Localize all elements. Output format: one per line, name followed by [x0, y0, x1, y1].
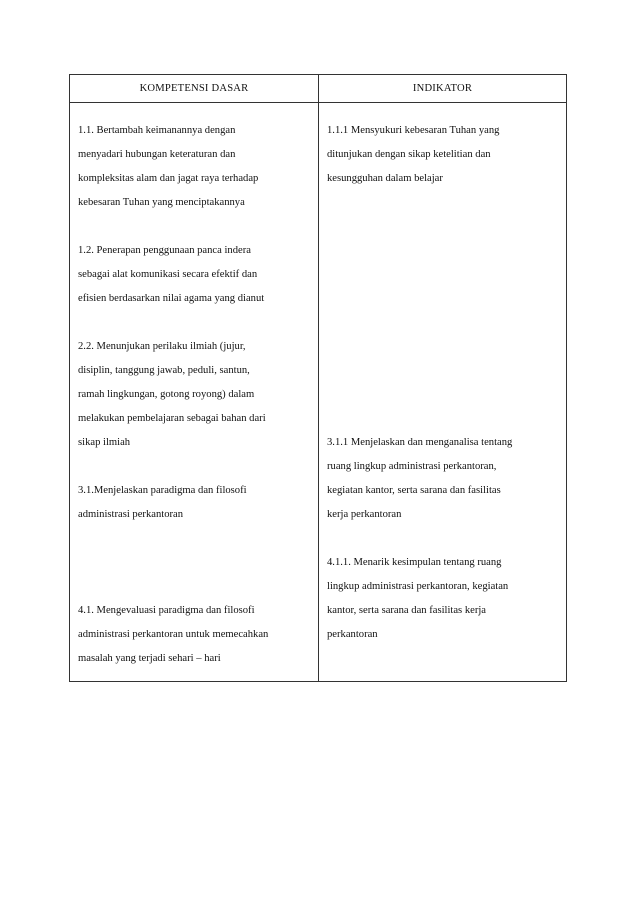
indikator-item-1-1-1 [327, 119, 560, 191]
text-line: disiplin, tanggung jawab, peduli, santun, [78, 365, 250, 376]
text-line: ramah lingkungan, gotong royong) dalam [78, 389, 255, 400]
kompetensi-item-3-1 [78, 479, 312, 527]
text-line: ruang lingkup administrasi perkantoran, [327, 461, 497, 472]
text-line: kantor, serta sarana dan fasilitas kerja [327, 605, 486, 616]
text-line: kompleksitas alam dan jagat raya terhadap [78, 173, 259, 184]
text-line: efisien berdasarkan nilai agama yang dianut [78, 293, 265, 304]
text-line: 1.1. Bertambah keimanannya dengan [78, 125, 236, 136]
competency-table [69, 74, 567, 682]
text-line: 4.1.1. Menarik kesimpulan tentang ruang [327, 557, 502, 568]
kompetensi-item-2-2 [78, 335, 312, 455]
text-line: kerja perkantoran [327, 509, 402, 520]
text-line: sikap ilmiah [78, 437, 131, 448]
header-indikator: INDIKATOR [319, 75, 567, 103]
indikator-cell [319, 103, 567, 682]
indikator-item-3-1-1 [327, 431, 560, 527]
kompetensi-cell [70, 103, 319, 682]
text-line: kegiatan kantor, serta sarana dan fasilitas [327, 485, 501, 496]
text-line: kesungguhan dalam belajar [327, 173, 443, 184]
text-line: perkantoran [327, 629, 378, 640]
kompetensi-item-1-2 [78, 239, 312, 311]
text-line: sebagai alat komunikasi secara efektif dan [78, 269, 258, 280]
indikator-item-4-1-1 [327, 551, 560, 647]
text-line: masalah yang terjadi sehari – hari [78, 653, 221, 664]
text-line: 1.2. Penerapan penggunaan panca indera [78, 245, 251, 256]
kompetensi-item-4-1 [78, 599, 312, 671]
text-line: ditunjukan dengan sikap ketelitian dan [327, 149, 491, 160]
table-row [70, 103, 567, 682]
text-line: 3.1.Menjelaskan paradigma dan filosofi [78, 485, 247, 496]
text-line: 2.2. Menunjukan perilaku ilmiah (jujur, [78, 341, 246, 352]
table-header-row [70, 75, 567, 103]
text-line: lingkup administrasi perkantoran, kegiatan [327, 581, 509, 592]
text-line: administrasi perkantoran [78, 509, 184, 520]
text-line: melakukan pembelajaran sebagai bahan dari [78, 413, 266, 424]
text-line: 4.1. Mengevaluasi paradigma dan filosofi [78, 605, 255, 616]
text-line: 1.1.1 Mensyukuri kebesaran Tuhan yang [327, 125, 500, 136]
text-line: administrasi perkantoran untuk memecahkan [78, 629, 269, 640]
kompetensi-item-1-1 [78, 119, 312, 215]
text-line: 3.1.1 Menjelaskan dan menganalisa tentang [327, 437, 513, 448]
text-line: kebesaran Tuhan yang menciptakannya [78, 197, 245, 208]
text-line: menyadari hubungan keteraturan dan [78, 149, 236, 160]
header-kompetensi-dasar: KOMPETENSI DASAR [70, 75, 319, 103]
